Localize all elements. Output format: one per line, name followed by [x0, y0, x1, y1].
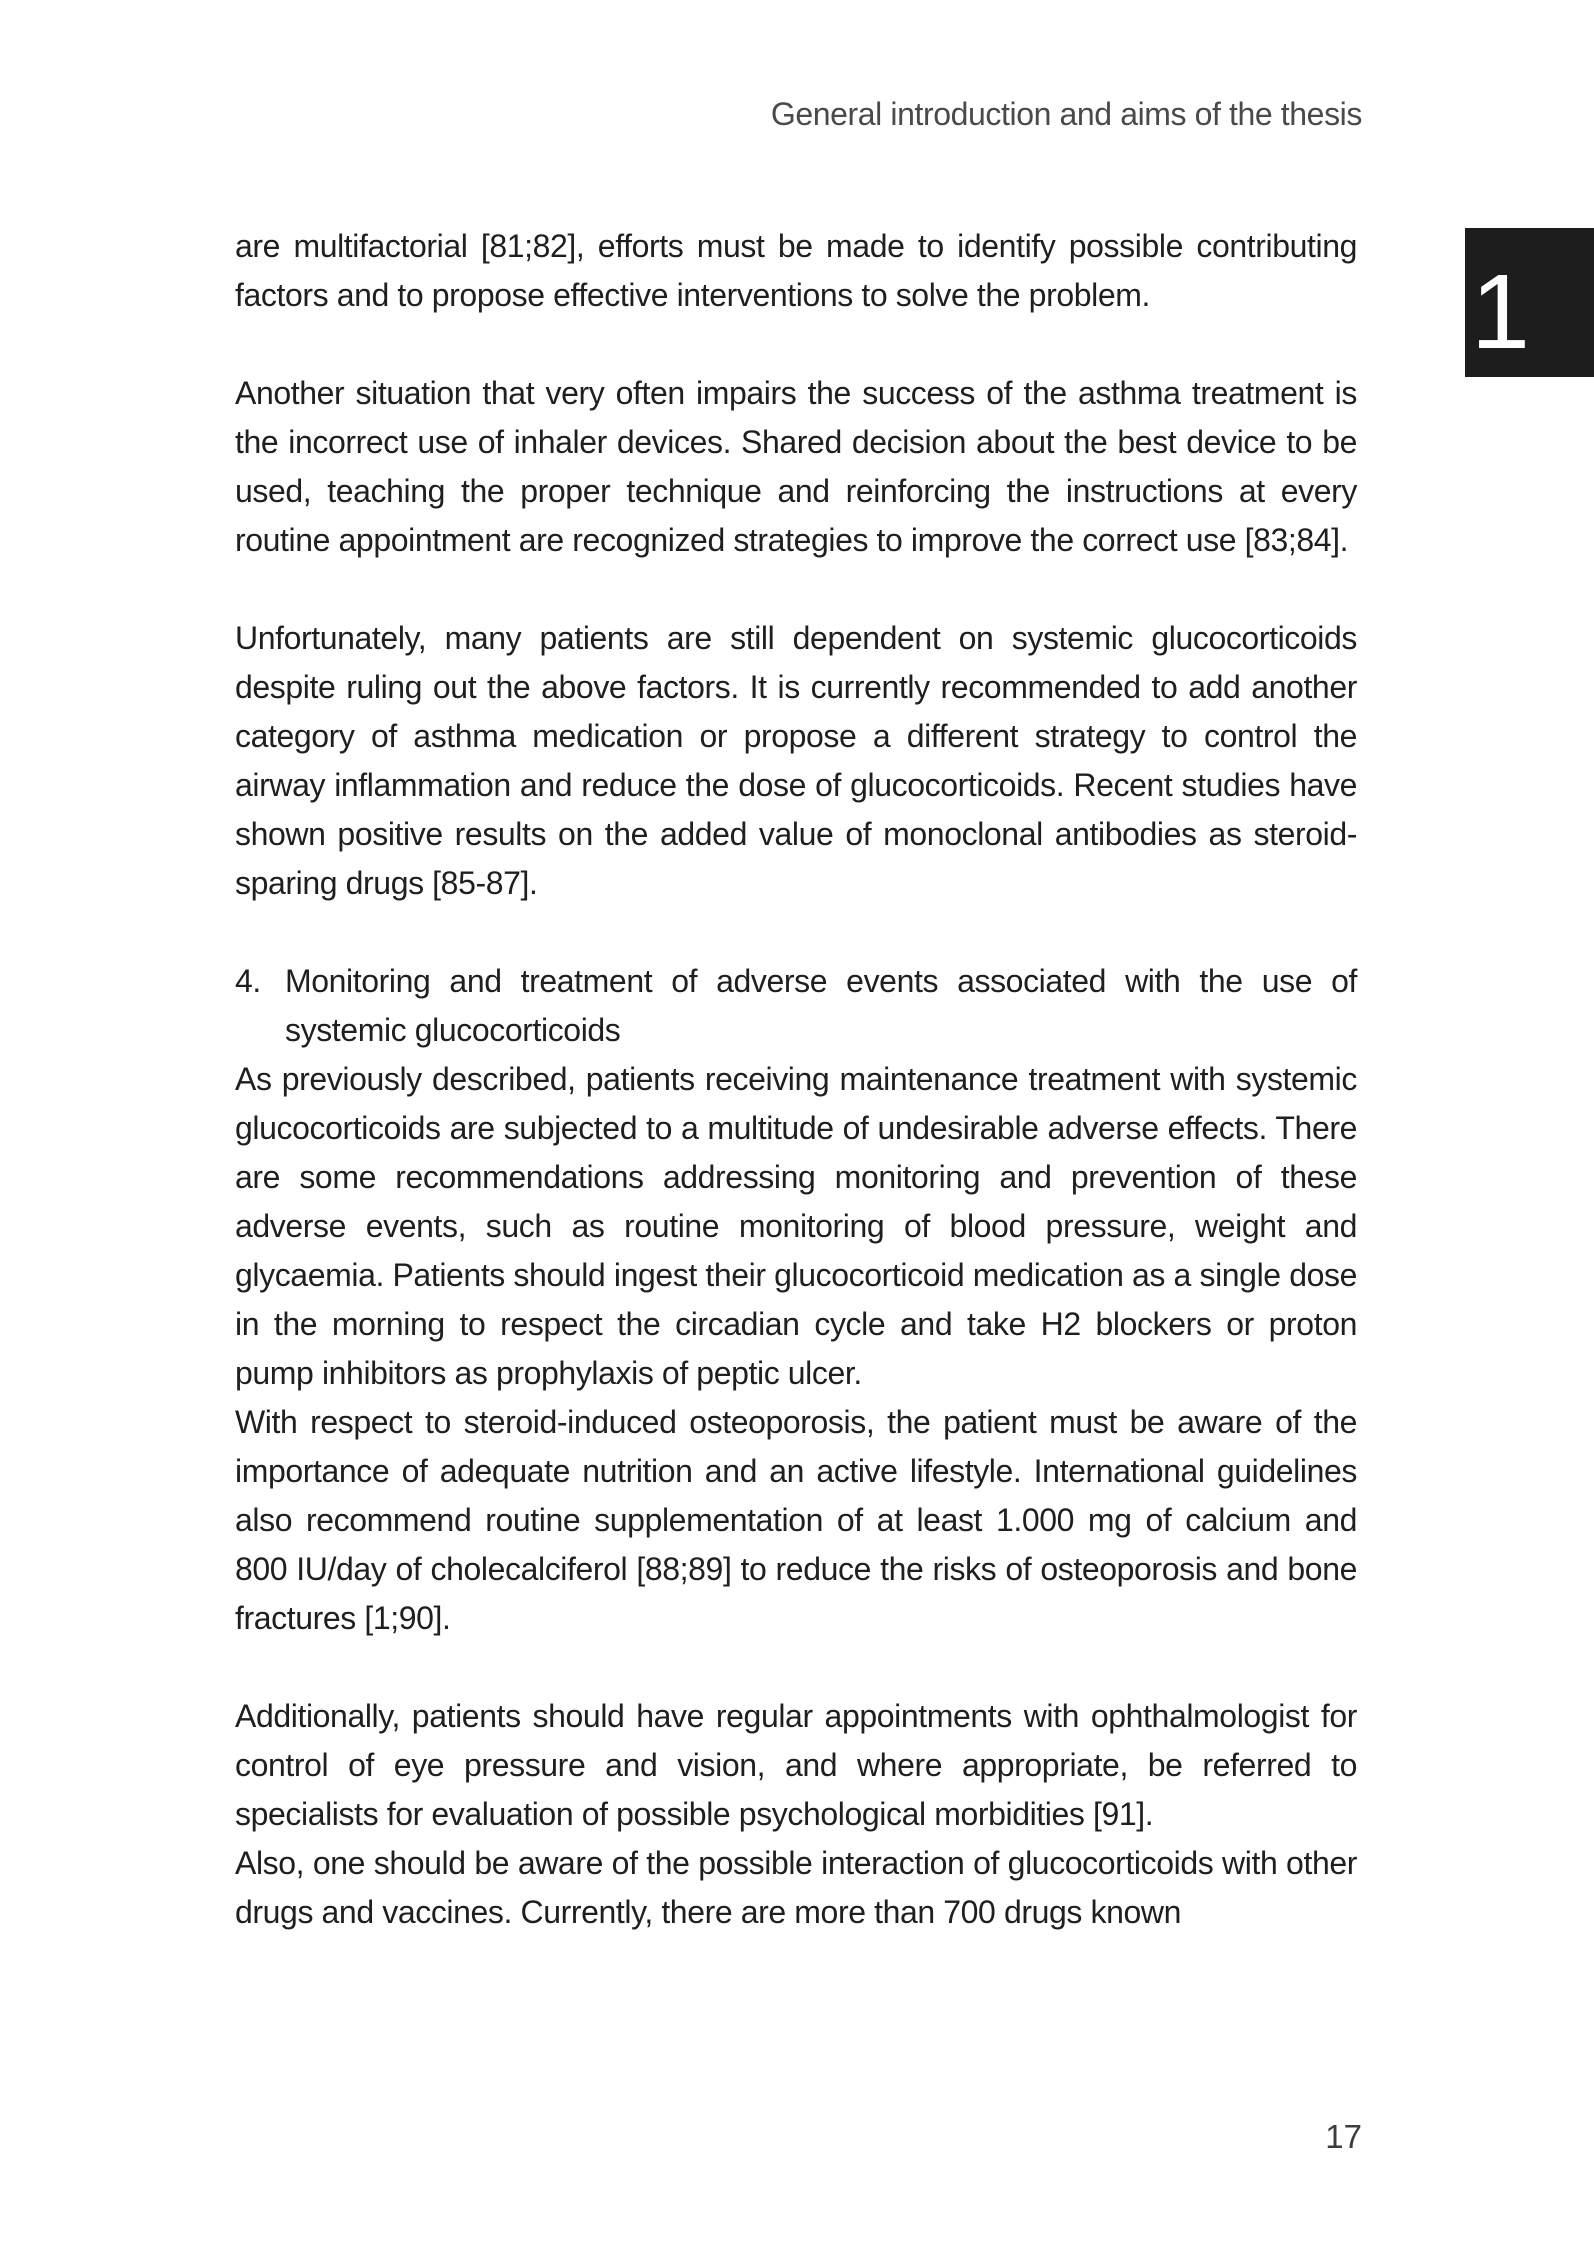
section-heading — [235, 957, 1357, 1055]
paragraph-adverse-effects-monitoring: As previously described, patients receiving maintenance treatment with systemic glucocorticoids are subjected to a multitude of undesirable adverse effects. There are some recommendations addressing monitoring and prevention of these adverse events, such as routine monitoring of blood pressure, weight and glycaemia. Patients should ingest their glucocorticoid medication as a single dose in the morning to respect the circadian cycle and take H2 blockers or proton pump inhibitors as prophylaxis of peptic ulcer. — [235, 1061, 1357, 1391]
running-header: General introduction and aims of the thesis — [770, 96, 1362, 132]
paragraph-multifactorial: are multifactorial [81;82], efforts must be made to identify possible contributing factors and to propose effective interventions to solve the problem. — [235, 228, 1357, 313]
paragraph-ophthalmologist: Additionally, patients should have regular appointments with ophthalmologist for control of eye pressure and vision, and where appropriate, be referred to specialists for evaluation of possible psychological morbidities [91]. — [235, 1698, 1357, 1832]
paragraph-steroid-sparing: Unfortunately, many patients are still dependent on systemic glucocorticoids despite ruling out the above factors. It is currently recommended to add another category of asthma medication or propose a different strategy to control the airway inflammation and reduce the dose of glucocorticoids. Recent studies have shown positive results on the added value of monoclonal antibodies as steroid-sparing drugs [85-87]. — [235, 620, 1357, 901]
paragraph-drug-interactions: Also, one should be aware of the possible interaction of glucocorticoids with other drugs and vaccines. Currently, there are more than 700 drugs known — [235, 1845, 1357, 1930]
body-text-block — [235, 222, 1357, 1937]
page-number: 17 — [1325, 2118, 1362, 2155]
section-heading-number: 4. — [235, 963, 261, 999]
paragraph-inhaler-devices: Another situation that very often impairs the success of the asthma treatment is the incorrect use of inhaler devices. Shared decision about the best device to be used, teaching the proper technique and reinforcing the instructions at every routine appointment are recognized strategies to improve the correct use [83;84]. — [235, 375, 1357, 558]
section-heading-text: Monitoring and treatment of adverse events associated with the use of systemic glucocorticoids — [285, 963, 1357, 1048]
chapter-number: 1 — [1471, 253, 1530, 371]
paragraph-osteoporosis: With respect to steroid-induced osteoporosis, the patient must be aware of the importance of adequate nutrition and an active lifestyle. International guidelines also recommend routine supplementation of at least 1.000 mg of calcium and 800 IU/day of cholecalciferol [88;89] to reduce the risks of osteoporosis and bone fractures [1;90]. — [235, 1404, 1357, 1636]
chapter-tab — [1465, 228, 1594, 377]
